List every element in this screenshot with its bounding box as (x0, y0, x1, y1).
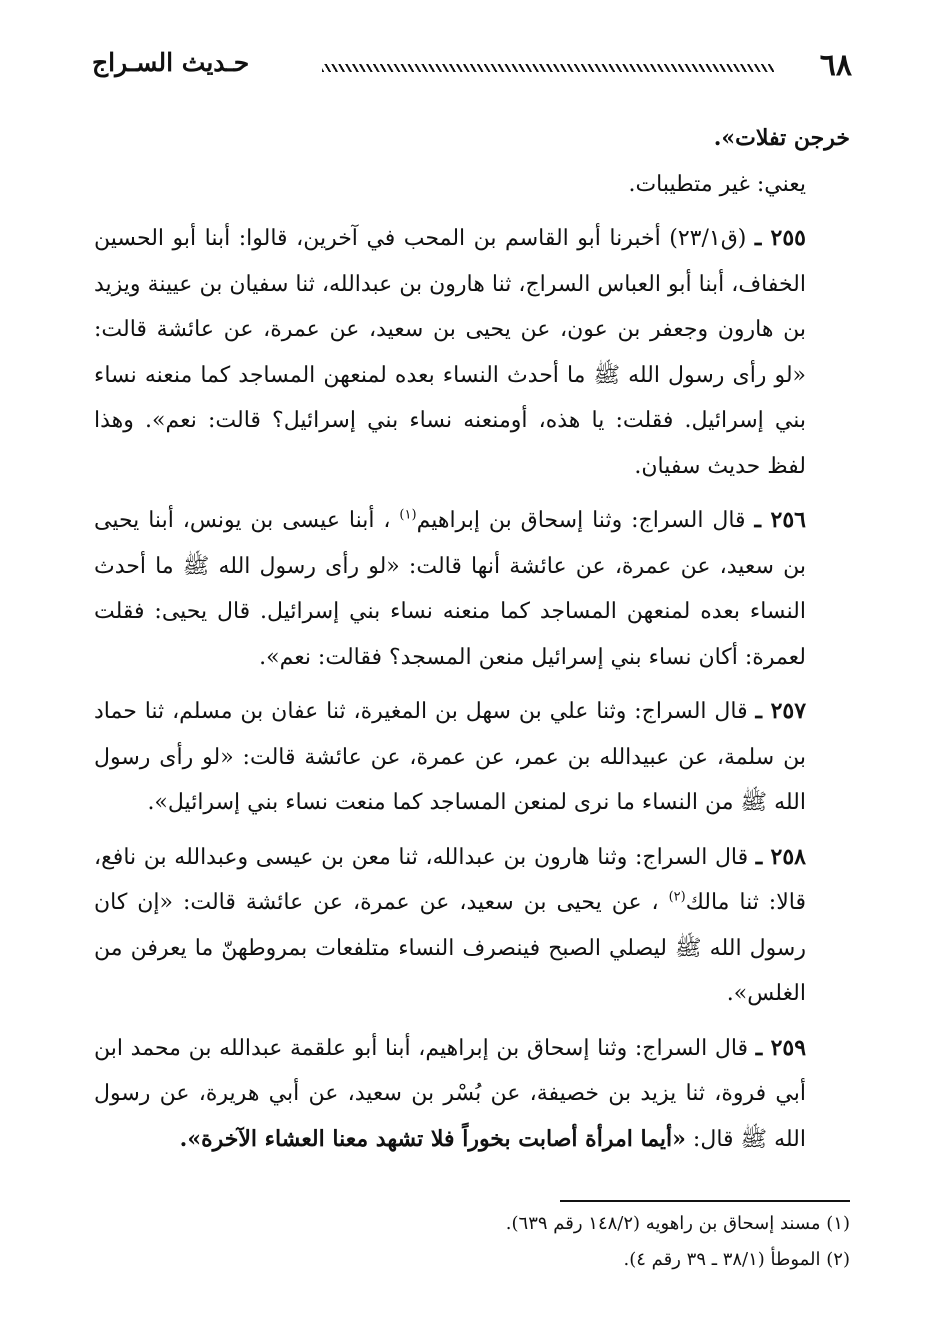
hadith-259 (94, 1026, 850, 1163)
hadith-text: قال السراج: وثنا إسحاق بن إبراهيم، أبنا أبو علقمة عبدالله بن محمد ابن أبي فروة، ثنا يزيد بن خصيفة، عن بُسْر بن سعيد، عن أبي هريرة، عن رسول الله ﷺ قال: (94, 1035, 806, 1152)
header-ornament-rule (322, 64, 774, 72)
hadith-number: ٢٥٦ ـ (754, 507, 806, 533)
hadith-257 (94, 689, 850, 826)
footnote-1: (١) مسند إسحاق بن راهويه (١٤٨/٢ رقم ٦٣٩). (505, 1213, 850, 1234)
hadith-number: ٢٥٥ ـ (754, 225, 806, 251)
paragraph-continuation: خرجن تفلات». (713, 125, 850, 151)
footnote-ref: (٢) (668, 889, 686, 905)
paragraph-explanation: يعني: غير متطيبات. (628, 171, 806, 197)
hadith-256 (94, 498, 850, 680)
hadith-258 (94, 835, 850, 1017)
hadith-text: قال السراج: وثنا علي بن سهل بن المغيرة، ثنا عفان بن مسلم، ثنا حماد بن سلمة، عن عبيدالله بن عمر، عن عمرة، عن عائشة قالت: «لو رأى رسول الله ﷺ من النساء ما نرى لمنعن المساجد كما منعت نساء بني إسرائيل». (94, 699, 806, 815)
hadith-number: ٢٥٩ ـ (755, 1034, 807, 1061)
running-title: حـديث السـراج (92, 48, 250, 77)
page-number: ٦٨ (819, 48, 852, 83)
footnote-divider (560, 1200, 850, 1202)
hadith-number: ٢٥٧ ـ (755, 698, 807, 724)
footnote-2: (٢) الموطأ (٣٨/١ ـ ٣٩ رقم ٤). (623, 1249, 850, 1270)
hadith-quote: «أيما امرأة أصابت بخوراً فلا تشهد معنا العشاء الآخرة». (179, 1125, 686, 1152)
hadith-255 (94, 216, 850, 489)
hadith-text: قال السراج: وثنا هارون بن عبدالله، ثنا معن بن عيسى وعبدالله بن نافع، قالا: ثنا مالك (94, 844, 806, 915)
hadith-number: ٢٥٨ ـ (755, 843, 806, 870)
hadith-text: ، عن يحيى بن سعيد، عن عمرة، عن عائشة قالت: «إن كان رسول الله ﷺ ليصلي الصبح فينصرف النساء متلفعات بمروطهنّ ما يعرفن من الغلس». (94, 890, 806, 1006)
page-header (92, 44, 852, 84)
hadith-text: ، أبنا عيسى بن يونس، أبنا يحيى بن سعيد، عن عمرة، عن عائشة أنها قالت: «لو رأى رسول الله ﷺ ما أحدث النساء بعده لمنعهن المساجد كما منعنه نساء بني إسرائيل. قال يحيى: فقلت لعمرة: أكان نساء بني إسرائيل منعن المسجد؟ فقالت: نعم». (94, 508, 806, 670)
footnote-ref: (١) (399, 507, 417, 523)
hadith-text: (ق٢٣/١) أخبرنا أبو القاسم بن المحب في آخرين، قالوا: أبنا أبو الحسين الخفاف، أبنا أبو العباس السراج، ثنا هارون بن عبدالله، ثنا سفيان بن عيينة ويزيد بن هارون وجعفر بن عون، عن يحيى بن سعيد، عن عمرة، عن عائشة قالت: «لو رأى رسول الله ﷺ ما أحدث النساء بعده لمنعهن المساجد كما منعنه نساء بني إسرائيل. فقلت: يا هذه، أومنعنه نساء بني إسرائيل؟ قالت: نعم». وهذا لفظ حديث سفيان. (94, 226, 806, 479)
hadith-text: قال السراج: وثنا إسحاق بن إبراهيم (416, 508, 746, 533)
footnotes (94, 1206, 850, 1278)
document-body (94, 116, 850, 1162)
